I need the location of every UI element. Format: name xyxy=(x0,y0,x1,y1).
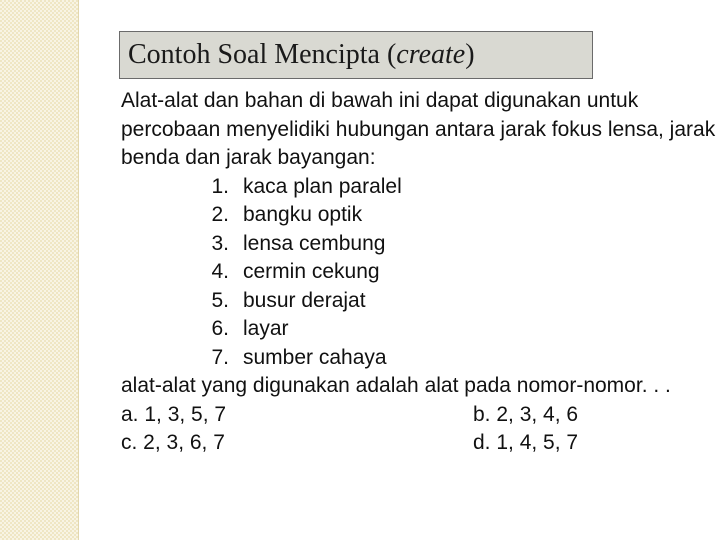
list-item-text: cermin cekung xyxy=(243,260,380,283)
question-prompt: alat-alat yang digunakan adalah alat pada nomor-nomor. . . xyxy=(121,374,671,397)
list-item-text: lensa cembung xyxy=(243,231,386,255)
list-item xyxy=(121,201,717,230)
option-a: a. 1, 3, 5, 7 xyxy=(121,402,227,426)
option-b: b. 2, 3, 4, 6 xyxy=(473,402,579,426)
equipment-list xyxy=(121,173,717,373)
list-item xyxy=(121,173,717,202)
slide-title xyxy=(119,31,593,79)
list-item xyxy=(121,287,717,316)
list-item-number: 7. xyxy=(211,345,229,369)
title-closing: ) xyxy=(465,39,475,70)
list-item-number: 3. xyxy=(211,231,229,255)
title-text: Contoh Soal Mencipta ( xyxy=(128,39,397,70)
list-item-text: kaca plan paralel xyxy=(243,174,402,198)
list-item-number: 2. xyxy=(211,203,229,226)
list-item-number: 6. xyxy=(211,317,229,340)
question-intro: Alat-alat dan bahan di bawah ini dapat digunakan untuk percobaan menyelidiki hubungan antara jarak fokus lensa, jarak benda dan jarak bayangan: xyxy=(121,89,716,169)
option-c: c. 2, 3, 6, 7 xyxy=(121,431,225,454)
question-body xyxy=(121,87,717,458)
list-item-number: 4. xyxy=(211,260,229,283)
list-item-number: 5. xyxy=(211,288,229,312)
list-item xyxy=(121,258,717,287)
list-item-text: layar xyxy=(243,317,289,340)
answer-options xyxy=(121,401,717,458)
list-item-text: busur derajat xyxy=(243,288,366,312)
list-item-number: 1. xyxy=(211,174,229,198)
option-d: d. 1, 4, 5, 7 xyxy=(473,431,579,454)
title-italic-word: create xyxy=(396,39,466,70)
list-item-text: bangku optik xyxy=(243,203,363,226)
list-item xyxy=(121,344,717,373)
decorative-side-strip xyxy=(0,0,79,540)
list-item xyxy=(121,230,717,259)
list-item-text: sumber cahaya xyxy=(243,345,387,369)
list-item xyxy=(121,315,717,344)
